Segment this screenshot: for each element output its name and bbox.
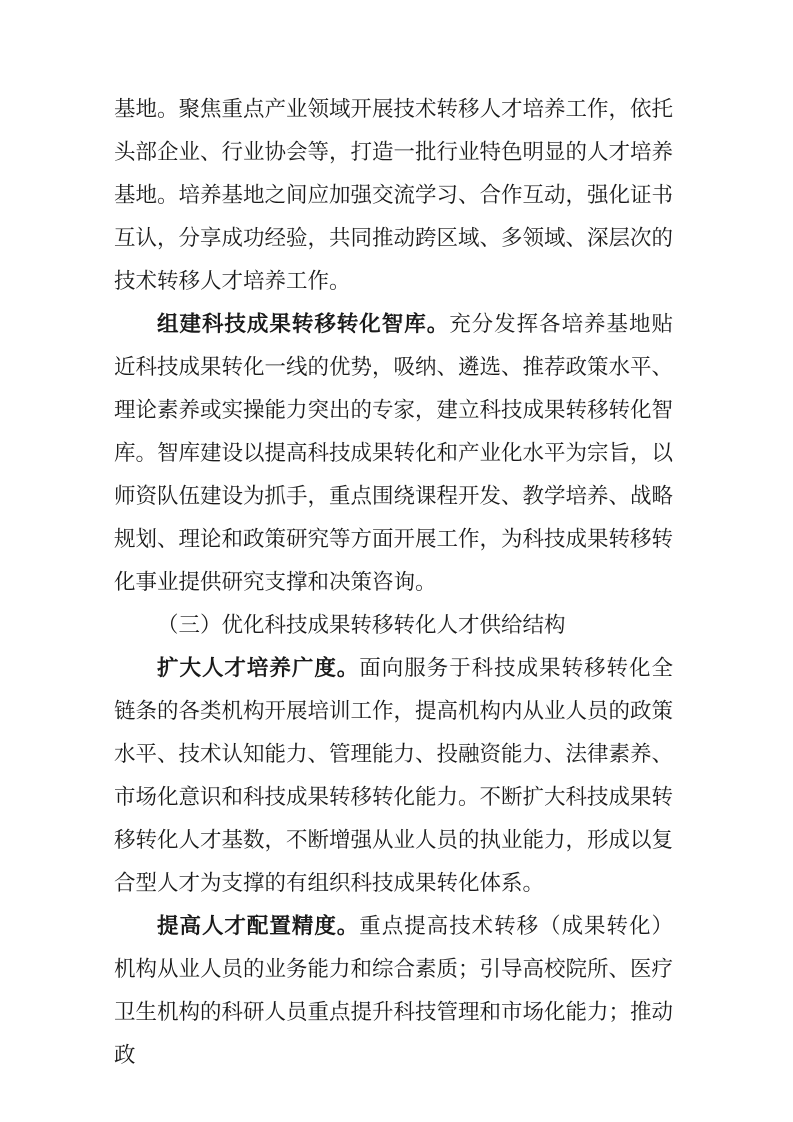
document-text-block: [114, 88, 673, 1077]
paragraph-allocation-precision: [114, 905, 673, 1077]
paragraph-lead-bold: 扩大人才培养广度。: [157, 656, 360, 680]
paragraph-text: 充分发挥各培养基地贴近科技成果转化一线的优势，吸纳、遴选、推荐政策水平、理论素养或实操能力突出的专家，建立科技成果转移转化智库。智库建设以提高科技成果转化和产业化水平为宗旨，以师资队伍建设为抓手，重点围绕课程开发、教学培养、战略规划、理论和政策研究等方面开展工作，为科技成果转移转化事业提供研究支撑和决策咨询。: [114, 312, 674, 594]
paragraph-text: 重点提高技术转移（成果转化）机构从业人员的业务能力和综合素质；引导高校院所、医疗卫生机构的科研人员重点提升科技管理和市场化能力；推动政: [114, 914, 674, 1067]
paragraph-text: 基地。聚焦重点产业领域开展技术转移人才培养工作，依托头部企业、行业协会等，打造一批行业特色明显的人才培养基地。培养基地之间应加强交流学习、合作互动，强化证书互认，分享成功经验，共同推动跨区域、多领域、深层次的技术转移人才培养工作。: [114, 97, 674, 293]
paragraph-continuation: [114, 88, 673, 303]
paragraph-text: 面向服务于科技成果转移转化全链条的各类机构开展培训工作，提高机构内从业人员的政策水平、技术认知能力、管理能力、投融资能力、法律素养、市场化意识和科技成果转移转化能力。不断扩大科技成果转移转化人才基数，不断增强从业人员的执业能力，形成以复合型人才为支撑的有组织科技成果转化体系。: [114, 656, 674, 895]
paragraph-lead-bold: 提高人才配置精度。: [157, 914, 360, 938]
paragraph-training-breadth: [114, 647, 673, 905]
section-heading: （三）优化科技成果转移转化人才供给结构: [157, 613, 566, 637]
paragraph-think-tank: [114, 303, 673, 604]
paragraph-lead-bold: 组建科技成果转移转化智库。: [157, 312, 450, 336]
